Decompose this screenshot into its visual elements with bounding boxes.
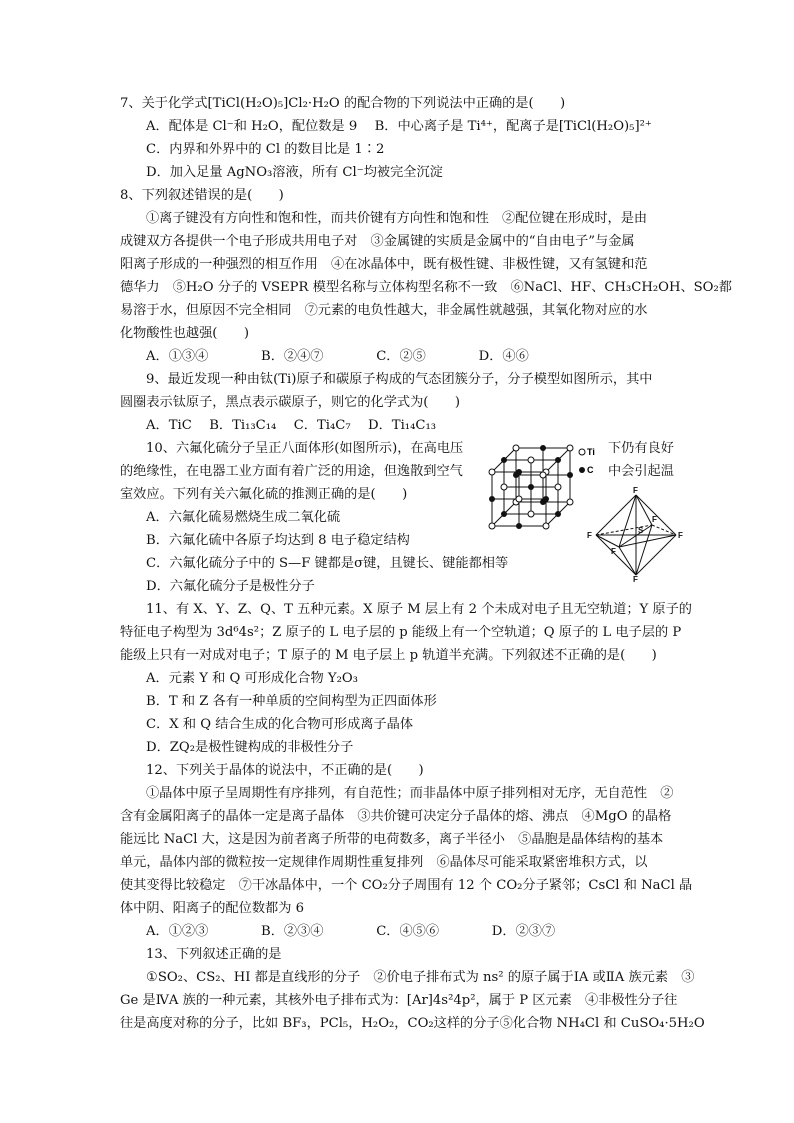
q7-option-c: C．内界和外界中的 Cl 的数目比是 1∶2 — [146, 142, 385, 157]
q12-body-line: 含有金属阳离子的晶体一定是离子晶体 ③共价键可决定分子晶体的熔、沸点 ④MgO 的晶格 — [120, 809, 672, 824]
q11-option-b: B．T 和 Z 各有一种单质的空间构型为正四面体形 — [146, 694, 437, 709]
q10-stem-tail: 下仍有良好 — [608, 441, 674, 456]
q11-stem: 11、有 X、Y、Z、Q、T 五种元素。X 原子 M 层上有 2 个未成对电子且无空轨道；Y 原子的 — [146, 602, 692, 617]
q12-body-line: ①晶体中原子呈周期性有序排列，有自范性；而非晶体中原子排列相对无序，无自范性 ② — [146, 786, 674, 801]
c-legend-marker — [579, 467, 585, 473]
ti-legend-marker — [579, 449, 585, 455]
q9-stem-cont: 圆圈表示钛原子，黑点表示碳原子，则它的化学式为( ) — [120, 395, 460, 410]
q10-option-c: C．六氟化硫分子中的 S—F 键都是σ键，且键长、键能都相等 — [146, 556, 509, 571]
q10-option-a: A．六氟化硫易燃烧生成二氧化硫 — [146, 510, 341, 525]
q10-stem-cont: 室效应。下列有关六氟化硫的推测正确的是( ) — [120, 487, 408, 502]
f-atom-label: F — [633, 487, 638, 495]
q9-options: A．TiC B．Ti₁₃C₁₄ C．Ti₄C₇ D．Ti₁₄C₁₃ — [146, 418, 437, 433]
q11-option-a: A．元素 Y 和 Q 可形成化合物 Y₂O₃ — [146, 671, 358, 686]
q12-body-line: 单元，晶体内部的微粒按一定规律作周期性重复排列 ⑥晶体尽可能采取紧密堆积方式，以 — [120, 855, 648, 870]
q8-body-line: 阳离子形成的一种强烈的相互作用 ④在冰晶体中，既有极性键、非极性键，又有氢键和范 — [120, 257, 648, 272]
q12-stem: 12、下列关于晶体的说法中，不正确的是( ) — [146, 763, 424, 778]
q7-option-d: D．加入足量 AgNO₃溶液，所有 Cl⁻均被完全沉淀 — [146, 165, 443, 180]
q12-body-line: 能远比 NaCl 大，这是因为前者离子所带的电荷数多，离子半径小 ⑤晶胞是晶体结构的基本 — [120, 832, 664, 847]
q7-options-ab: A．配体是 Cl⁻和 H₂O，配位数是 9 B．中心离子是 Ti⁴⁺，配离子是[TiCl(H₂O)₅]²⁺ — [146, 119, 652, 134]
q12-options: A．①②③ B．②③④ C．④⑤⑥ D．②③⑦ — [146, 924, 556, 939]
q13-stem: 13、下列叙述正确的是 — [146, 947, 282, 962]
q9-stem: 9、最近发现一种由钛(Ti)原子和碳原子构成的气态团簇分子，分子模型如图所示，其中 — [146, 372, 653, 387]
f-atom-label: F — [611, 547, 616, 556]
f-atom-label: F — [587, 531, 592, 540]
q13-body-line: Ge 是ⅣA 族的一种元素，其核外电子排布式为：[Ar]4s²4p²，属于 P 区元素 ④非极性分子往 — [120, 993, 678, 1008]
q10-stem-cont: 的绝缘性，在电器工业方面有着广泛的用途，但逸散到空气 — [120, 464, 463, 479]
q12-body-line: 使其变得比较稳定 ⑦干冰晶体中，一个 CO₂分子周围有 12 个 CO₂分子紧邻；CsCl 和 NaCl 晶 — [120, 878, 693, 893]
q11-stem-cont: 特征电子构型为 3d⁶4s²；Z 原子的 L 电子层的 p 能级上有一个空轨道；Q 原子的 L 电子层的 P — [120, 625, 682, 640]
q8-body-line: ①离子键没有方向性和饱和性，而共价键有方向性和饱和性 ②配位键在形成时，是由 — [146, 211, 648, 226]
q8-stem: 8、下列叙述错误的是( ) — [120, 188, 284, 203]
q11-option-c: C．X 和 Q 结合生成的化合物可形成离子晶体 — [146, 717, 414, 732]
f-atom-label: F — [652, 515, 657, 524]
q8-body-line: 易溶于水，但原因不完全相同 ⑦元素的电负性越大，非金属性就越强，其氧化物对应的水 — [120, 303, 648, 318]
c-legend-label: C — [587, 465, 594, 475]
q13-body-line: 往是高度对称的分子，比如 BF₃，PCl₅，H₂O₂，CO₂这样的分子⑤化合物 NH₄Cl 和 CuSO₄·5H₂O — [120, 1016, 705, 1031]
q10-option-b: B．六氟化硫中各原子均达到 8 电子稳定结构 — [146, 533, 410, 548]
q12-body-line: 体中阴、阳离子的配位数都为 6 — [120, 901, 305, 916]
sf6-octahedron-figure — [586, 487, 686, 582]
q8-body-line: 化物酸性也越强( ) — [120, 326, 249, 341]
q8-body-line: 德华力 ⑤H₂O 分子的 VSEPR 模型名称与立体构型名称不一致 ⑥NaCl、HF、CH₃CH₂OH、SO₂都 — [120, 280, 732, 295]
q13-body-line: ①SO₂、CS₂、HI 都是直线形的分子 ②价电子排布式为 ns² 的原子属于ⅠA 或ⅡA 族元素 ③ — [146, 970, 695, 985]
s-atom-label: S — [638, 526, 644, 535]
f-atom-label: F — [678, 531, 683, 540]
q8-body-line: 成键双方各提供一个电子形成共用电子对 ③金属键的实质是金属中的“自由电子”与金属 — [120, 234, 635, 249]
ti-c-cluster-figure — [486, 442, 601, 532]
q8-options: A．①③④ B．②④⑦ C．②⑤ D．④⑥ — [146, 349, 529, 364]
ti-legend-label: Ti — [587, 447, 595, 457]
q11-option-d: D．ZQ₂是极性键构成的非极性分子 — [146, 740, 354, 755]
q7-stem: 7、关于化学式[TiCl(H₂O)₅]Cl₂·H₂O 的配合物的下列说法中正确的是( ) — [120, 96, 566, 111]
f-atom-label: F — [633, 575, 638, 582]
q10-option-d: D．六氟化硫分子是极性分子 — [146, 579, 315, 594]
q10-stem: 10、六氟化硫分子呈正八面体形(如图所示)，在高电压 — [146, 441, 464, 456]
q10-stem-tail: 中会引起温 — [608, 464, 674, 479]
q11-stem-cont: 能级上只有一对成对电子；T 原子的 M 电子层上 p 轨道半充满。下列叙述不正确的是( ) — [120, 648, 657, 663]
